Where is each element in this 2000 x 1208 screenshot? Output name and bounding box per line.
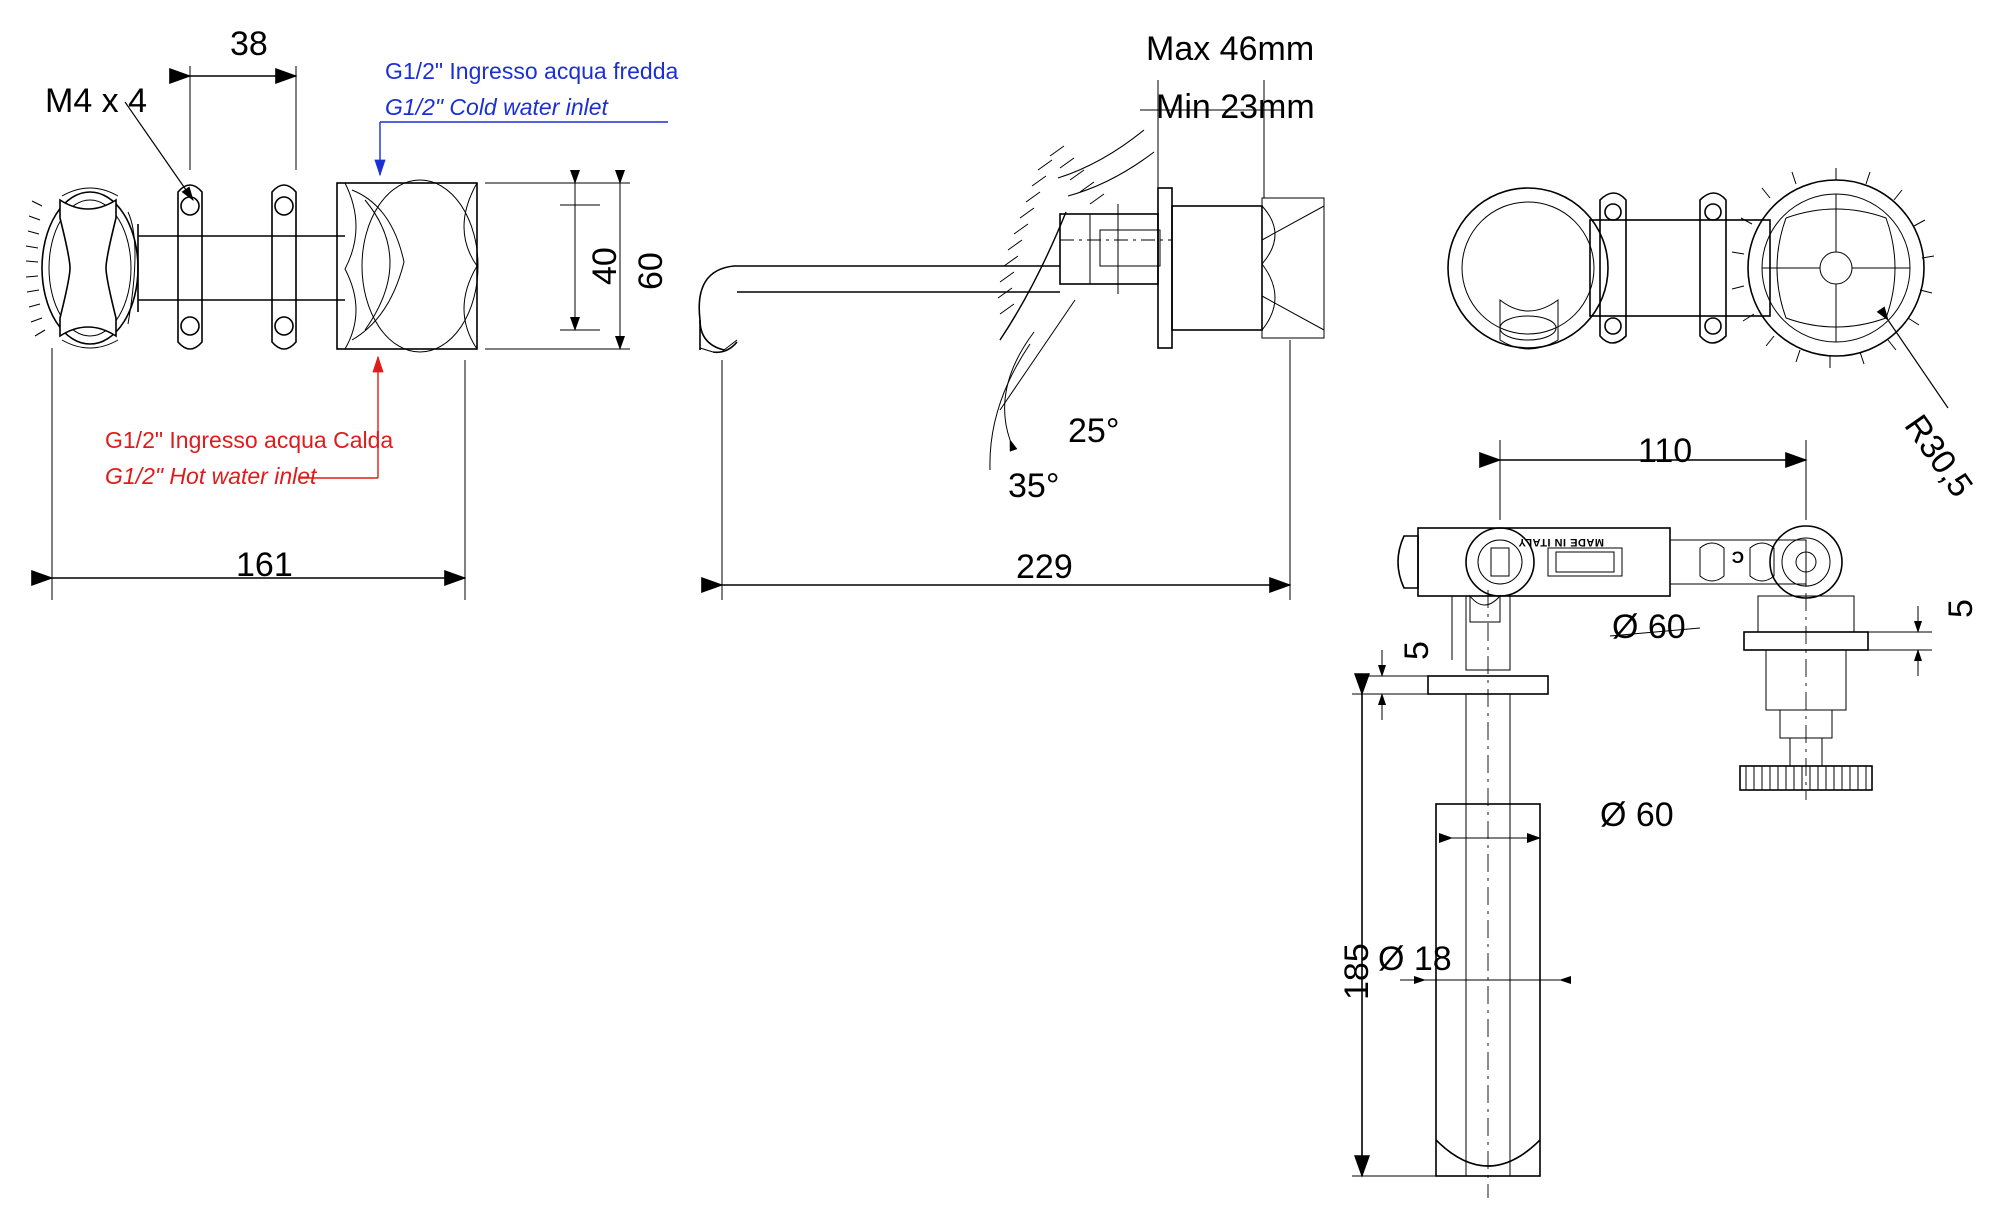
dim-label-min: Min 23mm bbox=[1156, 88, 1315, 126]
dim-label-40: 40 bbox=[586, 247, 624, 285]
dim-5-right bbox=[1868, 606, 1932, 676]
detail-left-column bbox=[1428, 590, 1548, 1198]
leader-hot bbox=[300, 357, 378, 478]
dim-label-185: 185 bbox=[1338, 943, 1376, 1000]
callout-m4x4: M4 x 4 bbox=[45, 82, 148, 120]
side-spout bbox=[699, 266, 1060, 352]
dim-label-dia18: Ø 18 bbox=[1378, 940, 1452, 978]
leader-cold bbox=[380, 122, 668, 175]
callout-cold-inlet-en: G1/2" Cold water inlet bbox=[385, 94, 608, 120]
dim-label-r305: R30,5 bbox=[1896, 408, 1981, 505]
engraving-cold-mark: C bbox=[1731, 548, 1744, 567]
callout-hot-inlet-en: G1/2" Hot water inlet bbox=[105, 463, 317, 489]
dim-label-25deg: 25° bbox=[1068, 412, 1120, 450]
side-valve-body bbox=[998, 130, 1324, 348]
dim-5-left bbox=[1368, 650, 1428, 720]
front-right-valve bbox=[337, 180, 478, 352]
front-body bbox=[128, 212, 345, 324]
dim-185 bbox=[1340, 690, 1436, 1176]
callout-hot-inlet-it: G1/2" Ingresso acqua Calda bbox=[105, 427, 394, 453]
dim-label-35deg: 35° bbox=[1008, 467, 1060, 505]
leader-r305 bbox=[1888, 320, 1948, 408]
dim-label-5-right: 5 bbox=[1942, 599, 1980, 618]
front-mount-brackets bbox=[178, 185, 296, 349]
dim-label-max: Max 46mm bbox=[1146, 30, 1315, 68]
dim-label-161: 161 bbox=[236, 546, 293, 584]
dim-label-110: 110 bbox=[1638, 432, 1693, 470]
dim-label-229: 229 bbox=[1016, 548, 1073, 586]
engraving-made-in-italy: MADE IN ITALY bbox=[1518, 536, 1604, 548]
detail-right-column bbox=[1740, 560, 1872, 800]
dim-229 bbox=[722, 340, 1290, 600]
front-left-handle bbox=[26, 188, 138, 348]
callout-cold-inlet-it: G1/2" Ingresso acqua fredda bbox=[385, 58, 679, 84]
dim-label-dia60-lower: Ø 60 bbox=[1600, 796, 1674, 834]
dim-label-dia60-upper: Ø 60 bbox=[1612, 608, 1686, 646]
top-view bbox=[1448, 168, 1934, 368]
dim-dia60-lower bbox=[1260, 804, 1540, 846]
dim-38 bbox=[190, 66, 296, 170]
dim-label-60: 60 bbox=[632, 252, 670, 290]
dim-angles bbox=[990, 300, 1075, 470]
dim-label-38: 38 bbox=[230, 25, 268, 63]
dim-label-5-left: 5 bbox=[1398, 641, 1436, 660]
